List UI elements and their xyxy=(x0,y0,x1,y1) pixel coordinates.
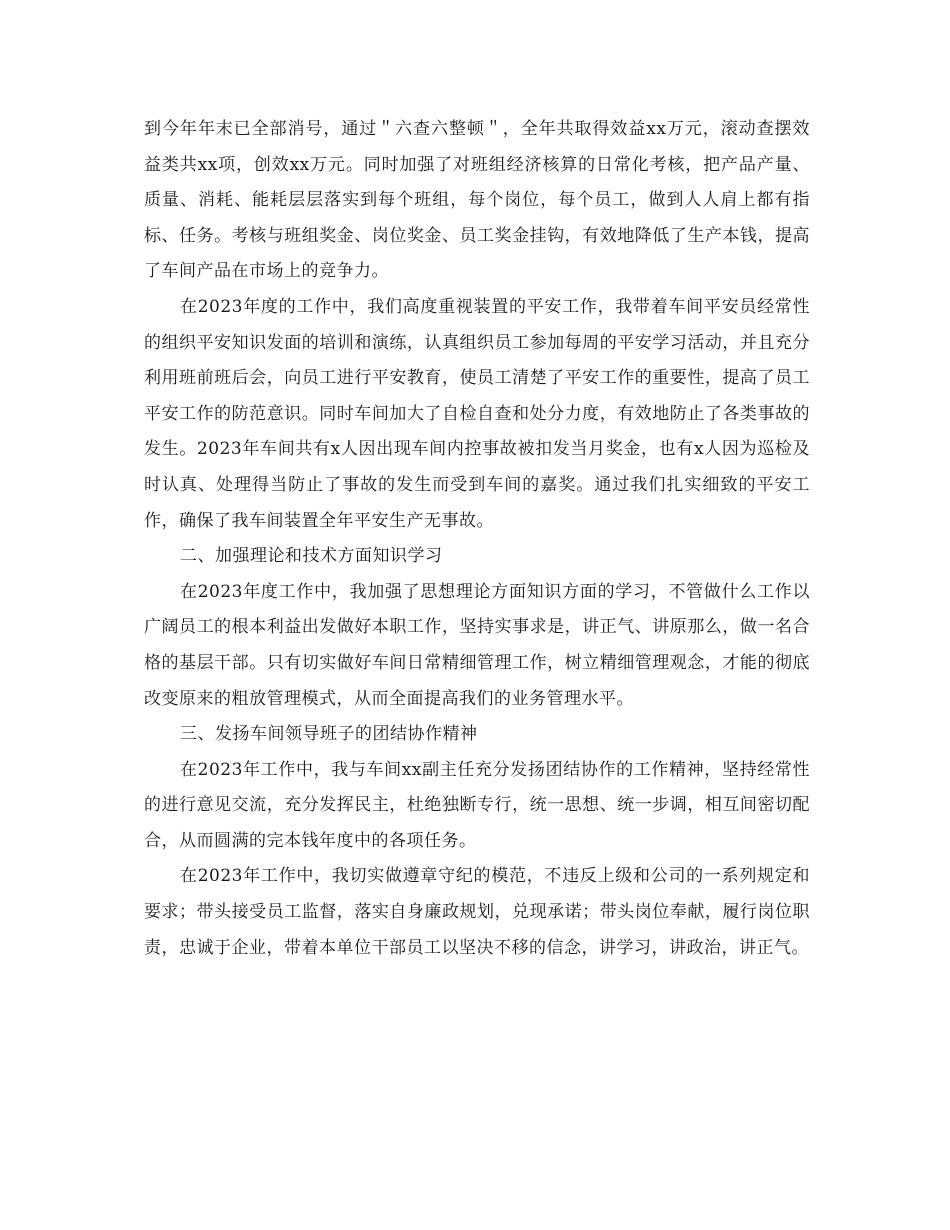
paragraph-theory-study: 在2023年度工作中，我加强了思想理论方面知识方面的学习，不管做什么工作以广阔员工的根本利益出发做好本职工作，坚持实事求是，讲正气、讲原那么，做一名合格的基层干部。只有切实做好车间日常精细管理工作，树立精细管理观念，才能的彻底改变原来的粗放管理模式，从而全面提高我们的业务管理水平。 xyxy=(144,581,810,709)
paragraph-safety-work: 在2023年度的工作中，我们高度重视装置的平安工作，我带着车间平安员经常性的组织平安知识发面的培训和演练，认真组织员工参加每周的平安学习活动，并且充分利用班前班后会，向员工进行平安教育，使员工清楚了平安工作的重要性，提高了员工平安工作的防范意识。同时车间加大了自检自查和处分力度，有效地防止了各类事故的发生。2023年车间共有x人因出现车间内控事故被扣发当月奖金，也有x人因为巡检及时认真、处理得当防止了事故的发生而受到车间的嘉奖。通过我们扎实细致的平安工作，确保了我车间装置全年平安生产无事故。 xyxy=(144,296,810,531)
paragraph-discipline: 在2023年工作中，我切实做遵章守纪的模范，不违反上级和公司的一系列规定和要求；带头接受员工监督，落实自身廉政规划，兑现承诺；带头岗位奉献，履行岗位职责，忠诚于企业，带着本单位干部员工以坚决不移的信念，讲学习，讲政治，讲正气。 xyxy=(144,866,810,958)
paragraph-teamwork: 在2023年工作中，我与车间xx副主任充分发扬团结协作的工作精神，坚持经常性的进行意见交流，充分发挥民主，杜绝独断专行，统一思想、统一步调，相互间密切配合，从而圆满的完本钱年度中的各项任务。 xyxy=(144,759,810,851)
section-heading-teamwork: 三、发扬车间领导班子的团结协作精神 xyxy=(180,724,478,745)
document-body xyxy=(144,112,810,966)
paragraph-efficiency-assessment: 到今年年末已全部消号，通过＂六查六整顿＂，全年共取得效益xx万元，滚动查摆效益类共xx项，创效xx万元。同时加强了对班组经济核算的日常化考核，把产品产量、质量、消耗、能耗层层落实到每个班组，每个岗位，每个员工，做到人人肩上都有指标、任务。考核与班组奖金、岗位奖金、员工奖金挂钩，有效地降低了生产本钱，提高了车间产品在市场上的竞争力。 xyxy=(144,119,810,282)
section-heading-theory-study: 二、加强理论和技术方面知识学习 xyxy=(180,546,443,567)
